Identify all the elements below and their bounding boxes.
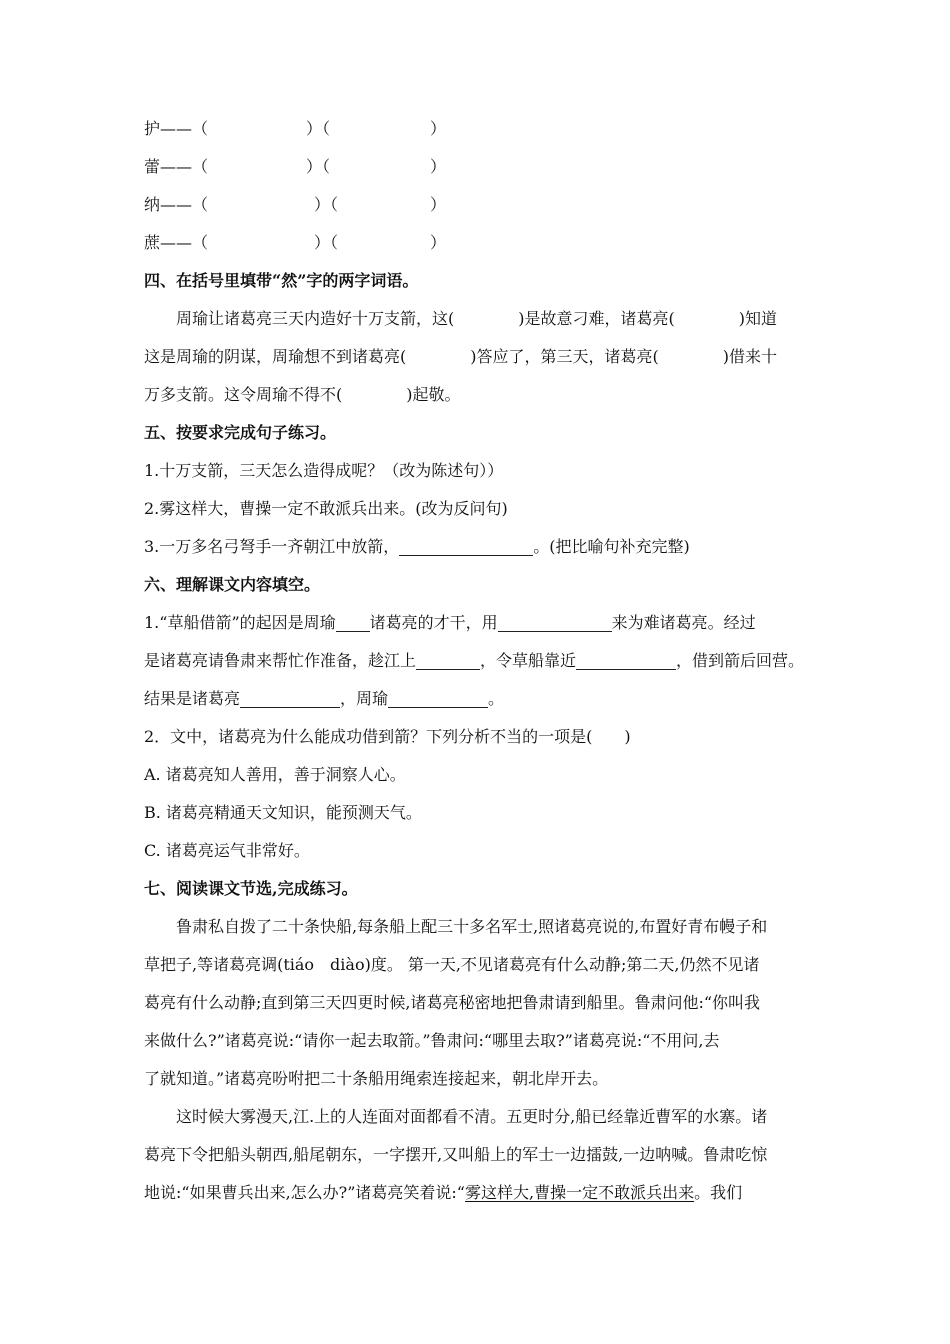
passage-p1-line-2: 草把子,等诸葛亮调(tiáo diào)度。 第一天,不见诸葛亮有什么动静;第二天,仍然不见诸 [144, 955, 760, 974]
choice-question-2: 2．文中，诸葛亮为什么能成功借到箭？下列分析不当的一项是( ) [144, 727, 631, 746]
entry-char: 护 [144, 119, 161, 138]
passage-p2-line-2: 葛亮下令把船头朝西,船尾朝东，一字摆开,又叫船上的军士一边擂鼓,一边呐喊。鲁肃吃惊 [144, 1145, 768, 1164]
passage-p2-line-1: 这时候大雾漫天,江.上的人连面对面都看不清。五更时分,船已经靠近曹军的水寨。诸 [176, 1107, 768, 1126]
fill-question-1-line-1: 1.“草船借箭”的起因是周瑜 诸葛亮的才干，用 来为难诸葛亮。经过 [144, 604, 808, 642]
passage-p2-line-3: 地说:“如果曹兵出来,怎么办?”诸葛亮笑着说:“雾这样大,曹操一定不敢派兵出来。我们 [144, 1183, 743, 1202]
passage-p1-line-5: 了就知道。”诸葛亮吩咐把二十条船用绳索连接起来，朝北岸开去。 [144, 1069, 609, 1088]
section-4-title: 四、在括号里填带“然”字的两字词语。 [144, 271, 419, 290]
passage-p1-line-3: 葛亮有什么动静;直到第三天四更时候,诸葛亮秘密地把鲁肃请到船里。鲁肃问他:“你叫我 [144, 993, 761, 1012]
entry-char: 蔗 [144, 233, 161, 252]
section-4-line-1: 周瑜让诸葛亮三天内造好十万支箭，这( )是故意刁难，诸葛亮( )知道 [176, 309, 777, 328]
section-4-line-3: 万多支箭。这令周瑜不得不( )起敬。 [144, 385, 461, 404]
choice-option-a[interactable]: A. 诸葛亮知人善用，善于洞察人心。 [144, 765, 406, 784]
answer-line[interactable] [240, 685, 340, 708]
sentence-question-1: 1.十万支箭，三天怎么造得成呢？（改为陈述句）） [144, 461, 504, 480]
answer-line[interactable] [336, 609, 370, 632]
choice-option-b[interactable]: B. 诸葛亮精通天文知识，能预测天气。 [144, 803, 422, 822]
entry-row: 纳——（ ）（ ） [144, 195, 447, 214]
worksheet-content [144, 110, 808, 1212]
fill-question-1-line-2: 是诸葛亮请鲁肃来帮忙作准备，趁江上 ，令草船靠近 ，借到箭后回营。 [144, 642, 808, 680]
answer-line[interactable] [416, 647, 480, 670]
entry-row: 蕾——（ ）（ ） [144, 157, 447, 176]
sentence-question-2: 2.雾这样大，曹操一定不敢派兵出来。(改为反问句) [144, 499, 508, 518]
entry-row: 护——（ ）（ ） [144, 119, 447, 138]
entry-char: 纳 [144, 195, 161, 214]
answer-line[interactable] [388, 685, 488, 708]
underlined-sentence: 雾这样大,曹操一定不敢派兵出来 [465, 1183, 695, 1202]
entry-row: 蔗——（ ）（ ） [144, 233, 447, 252]
section-4-line-2: 这是周瑜的阴谋，周瑜想不到诸葛亮( )答应了，第三天，诸葛亮( )借来十 [144, 347, 777, 366]
passage-p1-line-1: 鲁肃私自拨了二十条快船,每条船上配三十多名军士,照诸葛亮说的,布置好青布幔子和 [176, 917, 768, 936]
sentence-question-3: 3.一万多名弓弩手一齐朝江中放箭， 。(把比喻句补充完整) [144, 528, 808, 566]
choice-option-c[interactable]: C. 诸葛亮运气非常好。 [144, 841, 310, 860]
answer-line[interactable] [399, 533, 533, 556]
passage-p1-line-4: 来做什么?”诸葛亮说:“请你一起去取箭。”鲁肃问:“哪里去取?”诸葛亮说:“不用问,去 [144, 1031, 720, 1050]
section-7-title: 七、阅读课文节选,完成练习。 [144, 879, 358, 898]
answer-line[interactable] [498, 609, 612, 632]
section-6-title: 六、理解课文内容填空。 [144, 575, 321, 594]
entry-char: 蕾 [144, 157, 161, 176]
fill-question-1-line-3: 结果是诸葛亮 ，周瑜 。 [144, 680, 808, 718]
section-5-title: 五、按要求完成句子练习。 [144, 423, 337, 442]
answer-line[interactable] [576, 647, 676, 670]
